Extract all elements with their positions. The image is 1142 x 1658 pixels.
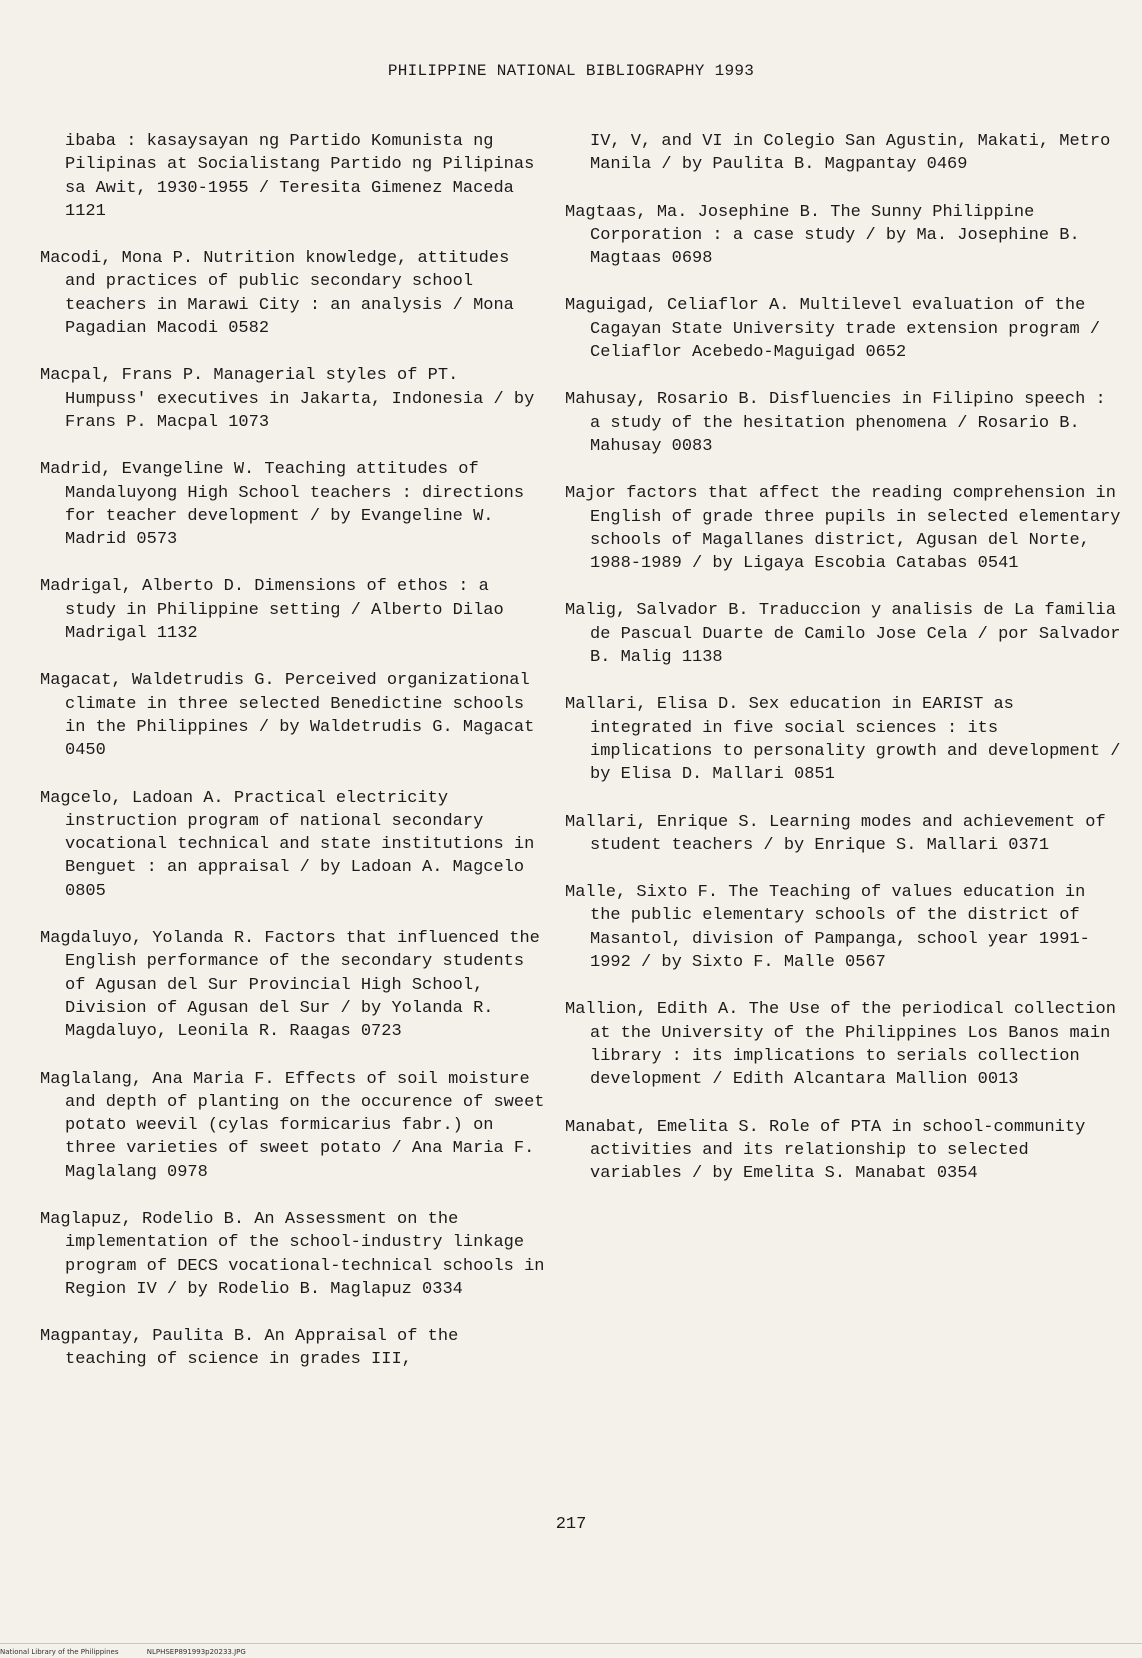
bibliography-entry: Madrigal, Alberto D. Dimensions of ethos : a study in Philippine setting / Alberto Dilao Madrigal 1132: [40, 577, 504, 644]
scan-edge-divider: [0, 1643, 1142, 1644]
bibliography-entry: Magdaluyo, Yolanda R. Factors that influenced the English performance of the secondary students of Agusan del Sur Provincial High School, Division of Agusan del Sur / by Yolanda R. Magdaluyo, Leonila R. Raagas 0723: [40, 929, 540, 1042]
bibliography-entry: Magtaas, Ma. Josephine B. The Sunny Philippine Corporation : a case study / by Ma. Josephine B. Magtaas 0698: [565, 202, 1080, 269]
bibliography-entry: Magacat, Waldetrudis G. Perceived organizational climate in three selected Benedictine schools in the Philippines / by Waldetrudis G. Magacat 0450: [40, 671, 535, 761]
bibliography-entry: Malle, Sixto F. The Teaching of values education in the public elementary schools of the district of Masantol, division of Pampanga, school year 1991-1992 / by Sixto F. Malle 0567: [565, 883, 1090, 973]
left-column: [40, 130, 550, 1396]
bibliography-entry: Maglalang, Ana Maria F. Effects of soil moisture and depth of planting on the occurence of sweet potato weevil (cylas formicarius fabr.) on three varieties of sweet potato / Ana Maria F. Maglalang 0978: [40, 1069, 545, 1182]
bibliography-entry: Macodi, Mona P. Nutrition knowledge, attitudes and practices of public secondary school teachers in Marawi City : an analysis / Mona Pagadian Macodi 0582: [40, 249, 514, 339]
bibliography-entry: Magcelo, Ladoan A. Practical electricity instruction program of national secondary vocational technical and state institutions in Benguet : an appraisal / by Ladoan A. Magcelo 0805: [40, 788, 535, 901]
bibliography-entry: Mallari, Elisa D. Sex education in EARIST as integrated in five social sciences : its implications to personality growth and development / by Elisa D. Mallari 0851: [565, 695, 1121, 785]
bibliography-entry: Major factors that affect the reading comprehension in English of grade three pupils in selected elementary schools of Magallanes district, Agusan del Norte, 1988-1989 / by Ligaya Escobia Catabas 0541: [565, 484, 1121, 574]
bibliography-entry: Magpantay, Paulita B. An Appraisal of the teaching of science in grades III,: [40, 1327, 459, 1370]
bibliography-entry: Malig, Salvador B. Traduccion y analisis de La familia de Pascual Duarte de Camilo Jose Cela / por Salvador B. Malig 1138: [565, 601, 1121, 668]
bibliography-entry: Mallari, Enrique S. Learning modes and achievement of student teachers / by Enrique S. Mallari 0371: [565, 812, 1106, 855]
bibliography-entry: Madrid, Evangeline W. Teaching attitudes of Mandaluyong High School teachers : directions for teacher development / by Evangeline W. Madrid 0573: [40, 460, 525, 550]
bibliography-entry: Manabat, Emelita S. Role of PTA in school-community activities and its relationship to selected variables / by Emelita S. Manabat 0354: [565, 1117, 1086, 1184]
bibliography-entry: Maglapuz, Rodelio B. An Assessment on the implementation of the school-industry linkage program of DECS vocational-technical schools in Region IV / by Rodelio B. Maglapuz 0334: [40, 1209, 545, 1299]
bibliography-entry: Mahusay, Rosario B. Disfluencies in Filipino speech : a study of the hesitation phenomena / Rosario B. Mahusay 0083: [565, 390, 1106, 456]
bibliography-entry: ibaba : kasaysayan ng Partido Komunista ng Pilipinas at Socialistang Partido ng Pilipinas sa Awit, 1930-1955 / Teresita Gimenez Maceda 1121: [65, 132, 535, 221]
footer-filename: NLPHSEP891993p20233.JPG: [146, 1648, 246, 1656]
page-title: PHILIPPINE NATIONAL BIBLIOGRAPHY 1993: [387, 62, 755, 80]
page-number: 217: [555, 1515, 587, 1534]
scan-footer: [0, 1648, 272, 1656]
footer-source: National Library of the Philippines: [0, 1648, 119, 1656]
bibliography-entry: Maguigad, Celiaflor A. Multilevel evaluation of the Cagayan State University trade extension program / Celiaflor Acebedo-Maguigad 0652: [565, 296, 1101, 363]
bibliography-entry: IV, V, and VI in Colegio San Agustin, Makati, Metro Manila / by Paulita B. Magpantay 0469: [590, 132, 1111, 175]
right-column: [565, 130, 1125, 1209]
bibliography-entry: Mallion, Edith A. The Use of the periodical collection at the University of the Philippines Los Banos main library : its implications to serials collection development / Edith Alcantara Mallion 0013: [565, 1000, 1116, 1090]
bibliography-entry: Macpal, Frans P. Managerial styles of PT. Humpuss' executives in Jakarta, Indonesia / by Frans P. Macpal 1073: [40, 366, 535, 432]
